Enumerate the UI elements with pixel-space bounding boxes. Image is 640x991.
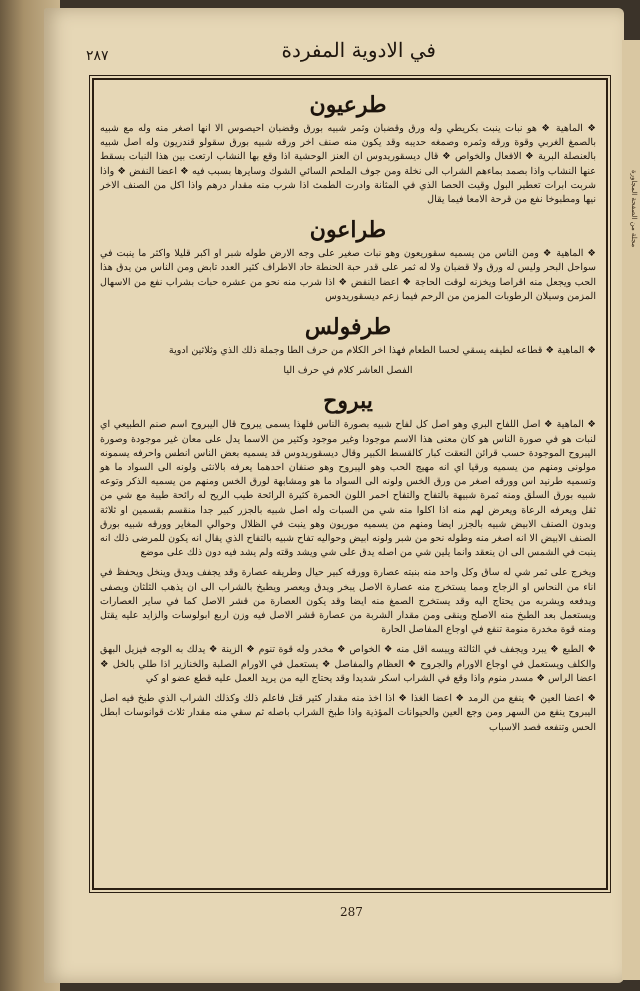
section-text-tarfolis: ❖ الماهية ❖ قطاعه لطيفه يسقي لحسا الطعام فهذا اخر الكلام من حرف الطا وجملة ذلك الذي وثلاثين ادوية xyxy=(168,345,596,357)
section-text-yabruh-3: ❖ الطبع ❖ يبرد ويجفف في الثالثة ويبسه اقل منه ❖ الخواص ❖ مخدر وله قوة تنوم ❖ الزينة ❖ يدلك به الوجه فيزيل البهق والكلف ويستعمل في اوجاع الاورام والجروح ❖ العظام والمفاصل ❖ يستعمل في الاورام الصلبة والخنازير اذا طلي بالخل ❖ اعضا الراس ❖ مسدر منوم واذا وقع في الشراب اسكر شديدا وقد يحتاج اليه من يريد العمل عليه قطع عضو او كي xyxy=(100,644,596,684)
adjacent-page-edge xyxy=(622,40,640,980)
adjacent-page-text: مجلة من الصفحة المجاورة xyxy=(630,170,638,248)
running-header xyxy=(86,38,606,74)
chapter-title-ya: الفصل العاشر كلام في حرف اليا xyxy=(283,365,413,377)
header-page-number: ٢٨٧ xyxy=(86,48,109,64)
footer-page-number: 287 xyxy=(340,905,363,919)
header-title: في الادوية المفردة xyxy=(281,38,436,62)
section-text-taraon: ❖ الماهية ❖ ومن الناس من يسميه سقوريعون وهو نبات صغير على وجه الارض طوله شبر او اكبر قليلا واكثر ما ينبت في سواحل البحر وليس له ورق ولا قضبان ولا له ثمر على قدر حبة الحنطة حاد الاطراف كثير العدد تابض ومن الناس من يدق هذا الحب ويجعل منه اقراصا ويخزنه لوقت الحاجة ❖ اعضا النفض ❖ اذا شرب منه نحو من عشره حبات بشراب نفع من الاسهال المزمن وسيلان الرطوبات المزمن من الرحم فيما زعم ديسقوريدوس xyxy=(100,248,596,302)
section-text-yabruh-2: ويخرج على ثمر شي له ساق وكل واحد منه بنبته عصارة وورقه كبير حيال وطريقه عصارة وقد يجفف ويدق وينخل ويحفظ في اناء من النحاس او الزجاج ومما يستخرج منه عصارة الاصل يبخر ويدق ويعصر ويطبخ بالشراب الى ان يذهب الثلثان ويصفى ويدفعه ويشربه من يحتاج اليه وقد يستخرج الصمغ منه ايضا وقد يكون العصارة من قشر الاصل كما في ساير العصارات ويستعمل بعد الطبخ منه الاصلح وينقى ومن مقدار الشربة من عصارة قشر الاصل فيه وزن اربع ابولوسات والزايد عليه يقتل ومنه قوة مخدرة منومة تنفع في اوجاع المفاصل الحارة xyxy=(100,567,596,636)
section-heading-yabruh: يبروح xyxy=(323,388,373,415)
section-heading-tarfolis: طرفولس xyxy=(304,314,392,341)
section-text-yabruh-4: ❖ اعضا العين ❖ ينفع من الرمد ❖ اعضا الغذا ❖ اذا اخذ منه مقدار كثير قتل فاعلم ذلك وكذلك الشراب الذي طبخ فيه اصل اليبروح ينفع من السهر ومن وجع العين والحيوانات المؤذية واذا طبخ الشراب باصله ثم سقي منه مقدار ثلاث قوانوسات ابطل الحس وتنفعه فصد الاسباب xyxy=(100,693,596,733)
page-content xyxy=(100,88,596,741)
section-heading-taraion: طرعيون xyxy=(309,92,387,118)
section-text-yabruh-1: ❖ الماهية ❖ اصل اللفاح البري وهو اصل كل لفاح شبيه بصورة الناس فلهذا يسمى يبروح قال اليبروح اسم صنم الطبيعي اي لنبات هو في صورة الناس هو كان معنى هذا الاسم موجودا وغير موجود وكثير من الاسما يدل على معان غير موجودة وصورة اليبروح الموجودة حسب قرائن النعقت كبار كالقسط الكبير وقال ديسقوريدوس قد يسميه بعض الناس انطس واحرفه يسمونه مولونى ومنهم من يسميه ورقيا اي انه مهيج الحب وهو اليبروح وهو صنفان احدهما يعرفه بالانثى ولونه الى السواد ما هو وتسميه طرنيد اس وورقه اصغر من ورق الخس ولونه الى السواد ما هو ومشابهة لورق الخس ومنهم من يسميه الذكر وتوعه شبيه بورق السلق ومنه ثمرة شبيهة بالتفاح والتفاح احمر اللون الحمرة كثيرة الرائحة طيب الريح له رائحة طيبة مع شي من ثقل ويعرفه الرعاة ويعرض لهم منه اذا اكلوا منه شي من السبات وله اصل شبيه بالجزر كبير جدا منقسم بقسمين او ثلاثة وبدون الصنف الابيض شبيه بالجزر ايضا ومنهم من يسميه موريون وهو ينبت في الظلال وحوالي المغاير وورقه شبيه بورق الصنف الابيض الا انه اصغر منه وطوله نحو من شبر ولونه ابيض وحواليه تفاح شبيه بالتفاح الذي يقال انه يكون للمرضى ذلك انه ينبت في الشمس الى ان ينعقد وانما يلين شي من اصله يدق على شي ويشد وقته ولم يشد فيه دون ذلك على موضع xyxy=(100,419,596,559)
section-heading-taraon: طراعون xyxy=(309,217,387,244)
section-text-taraion: ❖ الماهية ❖ هو نبات ينبت بكريطي وله ورق وقضبان وثمر شبيه بورق وقضبان احيصوس الا انها اصغر منه وله مع شبيه بالصمغ الغربي وقوة ورقه وثمره وصمغه حديبه وقد يكون منه صنف اخر ورقه شبيه بورق سقولو قندريون وله اصل شبيه بالعنصلة البرية ❖ الافعال والخواص ❖ قال ديسقوريدوس ان العنز الوحشية اذا وقع بها النشاب ارتعت بين هذا النبات بسقط عنها النشاب واذا بصمد بماءهم الشراب الى نخلة ومن جوف الملحم السائي الشوك وسايرها بسبب فيه ❖ اعضا النفض ❖ واذا شربت ابرات تعطير البول وقيت الحصا الذي في المثانة وادرت الطمث اذا شرب منه مقدار درهم واذا اكل من الصنف الاخر نيها ومطبوخا نفع من قرحة الامعا فيما يقال xyxy=(100,123,596,206)
